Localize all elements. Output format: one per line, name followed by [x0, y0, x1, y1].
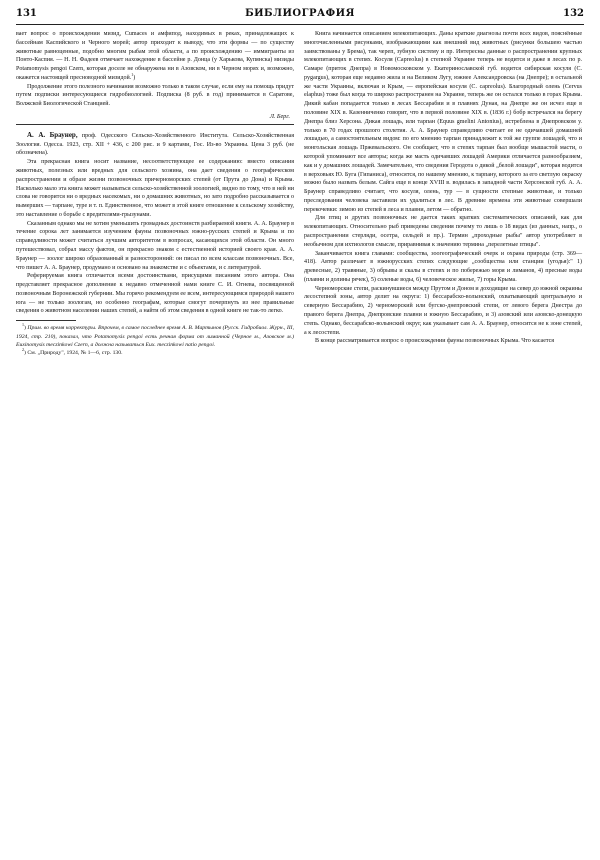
paragraph: Реферируемая книга отличается всеми достоинствами, присущими писаниям этого автора. Она представляет прекрасное дополнение к недавно отмеченной нами книге С. И. Огнева, посвященной позвоночным Воронежской губернии. Мы горячо рекомендуем ее всем, интересующимся природой нашего юга — не только зоологам, но особенно географам, которые смогут почерпнуть из нее правильные сведения о животном населении наших степей, а найти об этом сведения в одной книге не так-то легко.: [16, 273, 294, 315]
right-column: [304, 30, 582, 346]
review-citation: А. А. Браунер, проф. Одесского Сельско-Хозяйственного Института. Сельско-Хозяйственная Зоология. Одесса. 1923, стр. XII + 436, с 200 рис. и 9 картами, Гос. Из-во Украины. Цена 3 руб. (не обозначена).: [16, 130, 294, 157]
paragraph: Для птиц и других позвоночных не дается таких кратких систематических описаний, как для млекопитающих. Относительно рыб приведены сведения почему то лишь о 18 видах (из данных, напр., о распространении стерляди, осетра, сельдей и пр.). Термин „проходные рыбы" автор употребляет в необычном для ихтиологов смысле, приравнивая к значению термина „перелетные птицы".: [304, 215, 582, 248]
page-header: [16, 8, 584, 24]
paragraph: Продолжение этого полезного начинания возможно только в таком случае, если ему на помощь придут путем подписки интересующиеся гидробиологией. Подписка (8 руб. в год) принимается в Саратове, Волжской Биологической Станцией.: [16, 83, 294, 108]
paragraph: Книга начинается описанием млекопитающих. Даны краткие диагнозы почти всех видов, пояснённые многочисленными рисунками, изображающими как внешний вид животных (рисунки большею частью заимствованы у Брема), так череп, зубную систему и пр. Интересны данные о распространении крупных млекопитающих в степях. Косуля (Capreolus) в степной Украине теперь не водится и даже в лесах по р. Самаре (приток Днепра) в Новомосковском у. Екатеринославской губ. водится сибирская косуля (C. pygargus), которая еще недавно жила и на Великом Лугу, южнее Александровска (на Днепре); в остальной же части Украины, включая и Крым, — европейская косуля (C. capreolus). Благородный олень (Cervus elaphus) тоже был когда то широко распространен на Украине, теперь же он остался только в горах Крыма. Дикий кабан попадается только в лесах Бессарабии и в плавнях Дуная, на Днепре же он исчез еще в половине XIX в. Казенниченко говорит, что в первой половине XIX в. (1836 г.) бобр встречался на берегу Днепра близ Херсона. Дикая лошадь, или тарпан (Equus gmelini Antonius), истреблена в Днепровском у. только в 70 годах прошлого столетия. А. А. Браунер справедливо считает ее не одичавшей домашней лошадью, а самостоятельным видом: по его мнению тарпан принадлежит к той же группе лошадей, что и монгольская лошадь Пржевальского. Он сообщает, что в степях тарпан был вообще мышастой масти, о которой упоминают все авторы; когда же масть одичавших лошадей Америки отличается разнообразием, как и у домашних лошадей. Замечательно, что сведения Геродота о дикой „белой лошади", которая водится в верховьях Ю. Буга (Гипаниса), относятся, по нашему мнению, к тарпану, которого за его светлую окраску можно было назвать белым. Сайга еще в конце XVIII в. водилась в западной части Херсонской губ. А. А. Браунер справедливо считает, что косуля, олень, тур — в сущности степные животные, и только преследования человека заставили их удалиться в лес. В древние времена эти животные совершали перекочевки: зимою из степей в леса и плавни, летом — обратно.: [304, 31, 582, 213]
paragraph: В конце рассматривается вопрос о происхождении фауны позвоночных Крыма. Что касается: [315, 338, 555, 345]
footnote: $^1$) Прим. во время корректуры. Впрочем, в самое последнее время А. В. Мартынов (Русск. Гидробиол. Журн., III, 1924, стр. 210), показал, что Potamomysis pengoi есть речная форма от лиманной (Черное м., Азовское м.) Euxinomysis meczinkowi Czern, а должна называться Eux. meczinkowi natio pengoi.: [16, 322, 294, 348]
page-number-right: 132: [563, 8, 584, 19]
paragraph: Заканчивается книга главами: сообщества, зоогеографический очерк и охрана природы (стр. 369—418). Автор различает в южнорусских степях следующие „сообщества или станции (угодья):" 1) древесные, 2) травяные, 3) обрывы и скалы в степях и по побережью моря и лиманов, 4) пресные воды (плавни и долины речек), 5) соленые воды, 6) человеческое жилье, 7) горы Крыма.: [304, 250, 582, 283]
author-name: А. А. Браунер,: [27, 130, 78, 139]
paragraph: Сказанным однако мы не хотим уменьшить громадных достоинств разбираемой книги. А. А. Браунер в течение сорока лет занимается изучением фауны позвоночных южно-русских степей и Крыма и по справедливости может считаться лучшим авторитетом в вопросах, касающихся этой области. Он много путешествовал, собрал массу фактов, он прекрасно знаком с естественной историей своего края. А. А. Браунер — зоолог широко образованный и разносторонний: он писал по всем классам позвоночных. Все, что пишет А. А. Браунер, продумано и основано на знакомстве и с объектами, и с литературой.: [16, 220, 294, 271]
reviewer-signature: Л. Берг.: [269, 114, 290, 121]
running-title: БИБЛИОГРАФИЯ: [245, 8, 355, 19]
page-number-left: 131: [16, 8, 37, 19]
header-rule: [16, 24, 584, 25]
section-divider: [16, 124, 294, 125]
paragraph: Эта прекрасная книга носит название, несоответствующее ее содержанию: вместо описания животных, полезных или вредных для сельского хозяина, она дает сведения о географическом распространении и образе жизни позвоночных причерноморских степей (от Прута до Дона) и Крыма. Насколько мало эта книга может называться сельско-хозяйственной зоологией, видно по тому, что в ней ни слова не говорится ни о вредных насекомых, ни о домашних животных, но зато подробно рассказывается о вымерших — тарпане, туре и т. п. Единственное, что может в этой книге отношение к сельскому хозяйству, это наставление о борьбе с вредителями-грызунами.: [16, 159, 294, 218]
footnote: $^2$) См. „Природу", 1924, № 1—6, стр. 130.: [22, 347, 123, 357]
left-column: [16, 30, 294, 357]
paragraph: вает вопрос о происхождении мизид, Cumaces и амфипод, находимых в реках, принадлежащих к бассейнам Каспийского и Черного морей; автор приходит к выводу, что эти формы — по существу животные равноценные, подобно многим рыбам этой области, а по происхождению — иммигранты из Понто-Каспия. — Н. Н. Фадеев отмечает нахождение в бассейне р. Донца (у Харькова, Купянска) мизиды Potamomysis pengoi Czern, которая доселе не обнаружена ни в Азовском, ни в Черном морях и, возможно, окажется настоящей пресноводной мизидой.$^1$): [16, 31, 294, 81]
footnote-rule: [16, 320, 76, 321]
footnotes: [16, 324, 294, 357]
paragraph: Черноморские степи, раскинувшиеся между Прутом и Доном и доходящие на север до южной окраины лесостепной зоны, автор делит на округа: 1) бессарабско-волынский, охватывающий центральную и северную Бессарабию, 2) черноморский или бугско-днепровский степи, от левого берега Днестра до правого берега Днепра, Днепровские плавни и южную Бессарабию, и 3) азовский или азовско-донецкую степь. Однако, бессарабско-волынский округ, как указывает сам А. А. Браунер, относится не к зоне степей, а к лесостепи.: [304, 285, 582, 336]
